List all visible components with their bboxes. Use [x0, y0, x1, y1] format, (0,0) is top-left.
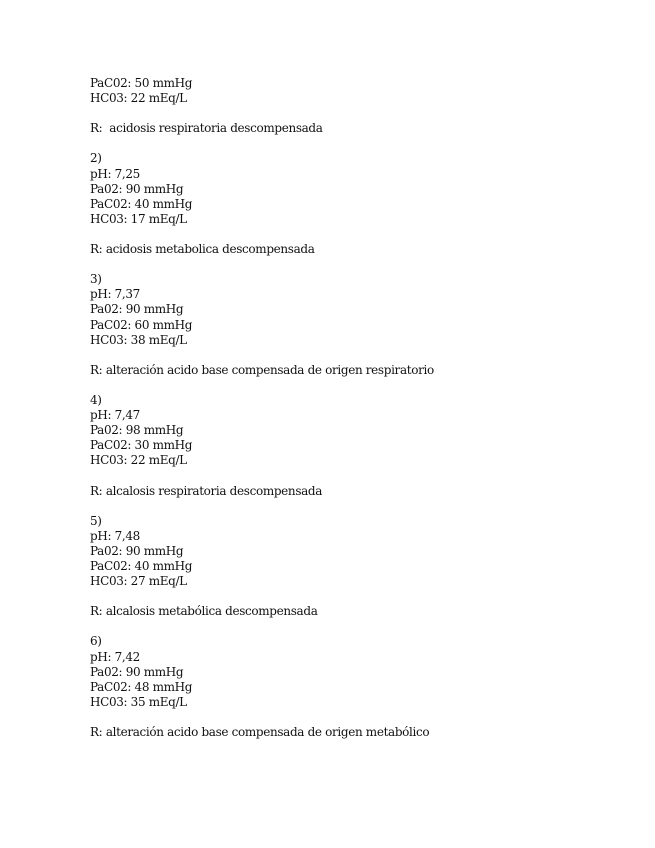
ph-line: pH: 7,48	[90, 528, 140, 543]
case-number: 2)	[90, 151, 102, 166]
answer-line: R: acidosis metabolica descompensada	[90, 242, 315, 257]
ph-line: pH: 7,37	[90, 287, 140, 302]
paco2-line: PaC02: 50 mmHg	[90, 76, 193, 90]
case-number: 5)	[90, 513, 102, 528]
case-number: 4)	[90, 392, 102, 407]
hco3-line: HC03: 27 mEq/L	[90, 574, 187, 589]
case-6	[90, 634, 630, 740]
case-3	[90, 272, 630, 378]
ph-line: pH: 7,25	[90, 166, 140, 181]
answer-line: R: alcalosis metabólica descompensada	[90, 604, 318, 619]
case-1-continued	[90, 76, 630, 136]
answer-line: R: acidosis respiratoria descompensada	[90, 121, 323, 136]
hco3-line: HC03: 38 mEq/L	[90, 332, 187, 347]
case-5	[90, 514, 630, 620]
answer-line: R: alteración acido base compensada de origen respiratorio	[90, 362, 434, 377]
case-number: 3)	[90, 272, 102, 287]
pao2-line: Pa02: 98 mmHg	[90, 423, 184, 438]
pao2-line: Pa02: 90 mmHg	[90, 181, 184, 196]
document-page	[90, 76, 630, 740]
hco3-line: HC03: 22 mEq/L	[90, 453, 187, 468]
answer-line: R: alcalosis respiratoria descompensada	[90, 483, 323, 498]
paco2-line: PaC02: 60 mmHg	[90, 317, 193, 332]
hco3-line: HC03: 17 mEq/L	[90, 211, 187, 226]
ph-line: pH: 7,47	[90, 408, 140, 423]
hco3-line: HC03: 35 mEq/L	[90, 694, 187, 709]
pao2-line: Pa02: 90 mmHg	[90, 664, 184, 679]
paco2-line: PaC02: 40 mmHg	[90, 196, 193, 211]
answer-line: R: alteración acido base compensada de origen metabólico	[90, 725, 430, 740]
case-number: 6)	[90, 634, 102, 649]
ph-line: pH: 7,42	[90, 649, 140, 664]
case-2	[90, 151, 630, 257]
paco2-line: PaC02: 40 mmHg	[90, 559, 193, 573]
pao2-line: Pa02: 90 mmHg	[90, 543, 184, 558]
paco2-line: PaC02: 48 mmHg	[90, 679, 193, 694]
paco2-line: PaC02: 30 mmHg	[90, 438, 193, 453]
pao2-line: Pa02: 90 mmHg	[90, 302, 184, 317]
hco3-line: HC03: 22 mEq/L	[90, 91, 187, 106]
case-4	[90, 393, 630, 499]
